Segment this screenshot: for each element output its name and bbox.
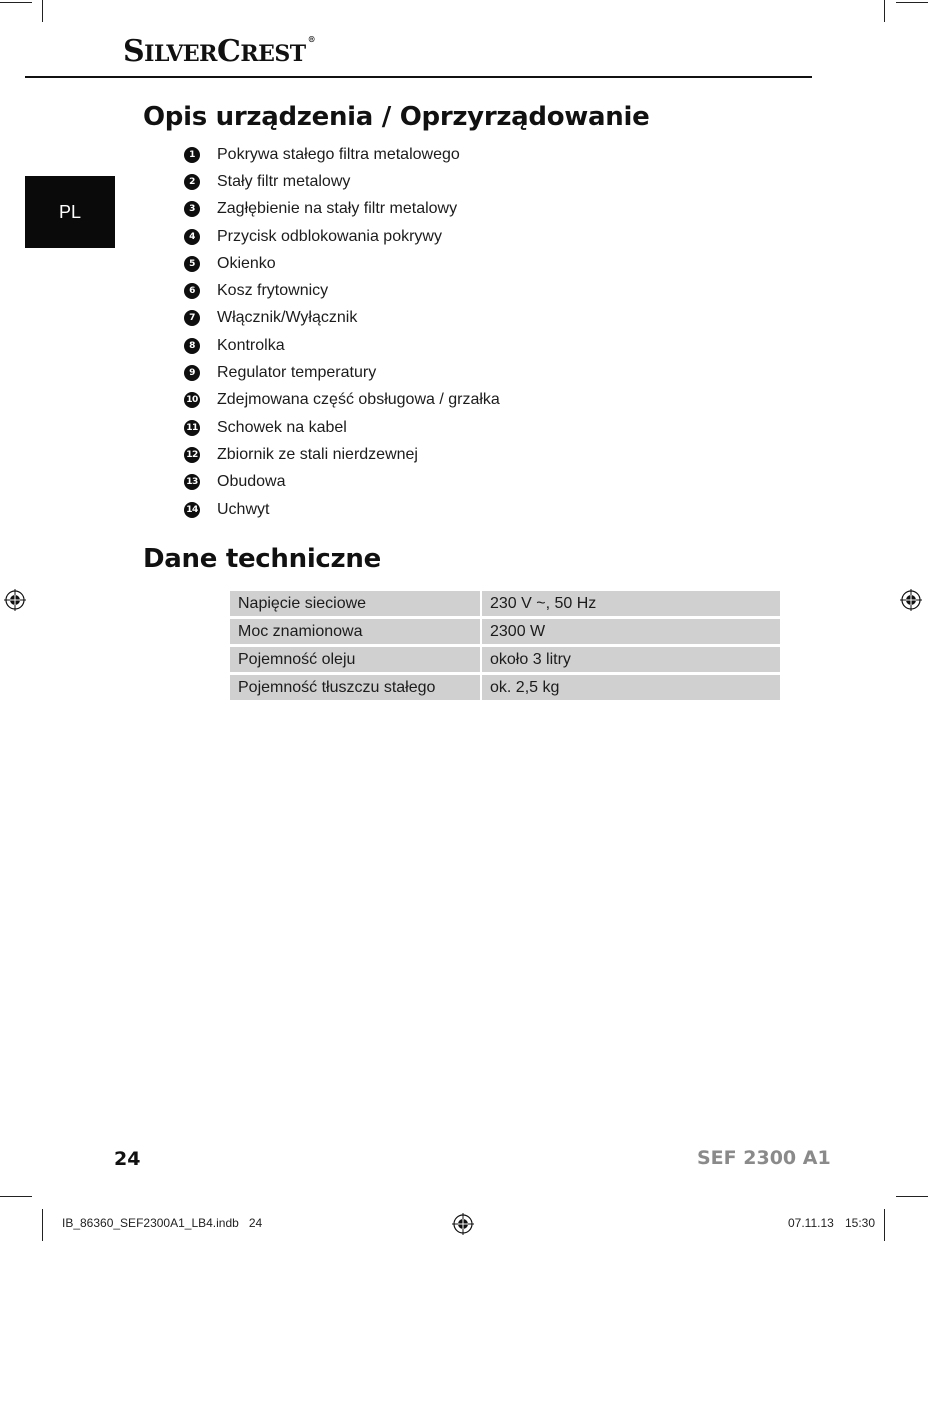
item-number-badge: 14 [184, 502, 200, 518]
spec-name: Moc znamionowa [230, 619, 480, 644]
item-label: Przycisk odblokowania pokrywy [217, 227, 442, 245]
list-item [184, 223, 500, 250]
list-item [184, 141, 500, 168]
spec-value: 2300 W [482, 619, 780, 644]
item-number-badge: 4 [184, 229, 200, 245]
item-number-badge: 11 [184, 420, 200, 436]
item-number-badge: 9 [184, 365, 200, 381]
crop-mark [884, 0, 885, 22]
item-number-badge: 3 [184, 201, 200, 217]
spec-value: około 3 litry [482, 647, 780, 672]
list-item [184, 441, 500, 468]
list-item [184, 250, 500, 277]
crop-mark [884, 1209, 885, 1241]
crop-mark [0, 1196, 32, 1197]
header-rule [25, 76, 812, 78]
crop-mark [0, 2, 32, 3]
item-number-badge: 6 [184, 283, 200, 299]
registration-mark-icon [900, 589, 922, 611]
crop-mark [896, 1196, 928, 1197]
spec-value: 230 V ~, 50 Hz [482, 591, 780, 616]
item-number-badge: 2 [184, 174, 200, 190]
registration-mark-icon [4, 589, 26, 611]
list-item [184, 496, 500, 523]
item-label: Okienko [217, 254, 276, 272]
list-item [184, 277, 500, 304]
table-row [230, 591, 780, 616]
list-item [184, 359, 500, 386]
language-tab [25, 176, 115, 248]
item-number-badge: 7 [184, 310, 200, 326]
list-item [184, 414, 500, 441]
item-label: Obudowa [217, 473, 286, 491]
language-tab-label: PL [58, 201, 82, 222]
list-item [184, 387, 500, 414]
section-title-description: Opis urządzenia / Oprzyrządowanie [143, 102, 650, 132]
crop-mark [42, 1209, 43, 1241]
list-item [184, 196, 500, 223]
item-label: Zbiornik ze stali nierdzewnej [217, 445, 418, 463]
item-label: Regulator temperatury [217, 364, 377, 382]
item-label: Schowek na kabel [217, 418, 347, 436]
item-number-badge: 1 [184, 147, 200, 163]
page-number: 24 [114, 1148, 141, 1170]
item-number-badge: 8 [184, 338, 200, 354]
list-item [184, 305, 500, 332]
list-item [184, 469, 500, 496]
registration-mark-icon [452, 1213, 474, 1235]
spec-value: ok. 2,5 kg [482, 675, 780, 700]
brand-logo: SILVERCREST® [123, 34, 316, 69]
item-number-badge: 13 [184, 474, 200, 490]
item-number-badge: 10 [184, 392, 200, 408]
table-row [230, 675, 780, 700]
crop-mark [896, 2, 928, 3]
slug-date: 07.11.13 [788, 1216, 834, 1230]
item-label: Stały filtr metalowy [217, 172, 351, 190]
section-title-technical-data: Dane techniczne [143, 544, 381, 574]
slug-time: 15:30 [845, 1216, 876, 1230]
item-number-badge: 5 [184, 256, 200, 272]
item-label: Kontrolka [217, 336, 285, 354]
item-label: Kosz frytownicy [217, 282, 329, 300]
list-item [184, 168, 500, 195]
model-number: SEF 2300 A1 [697, 1147, 831, 1169]
parts-list [184, 141, 500, 523]
technical-data-table [228, 588, 782, 703]
item-label: Zdejmowana część obsługowa / grzałka [217, 391, 500, 409]
spec-name: Pojemność oleju [230, 647, 480, 672]
item-label: Włącznik/Wyłącznik [217, 309, 358, 327]
list-item [184, 332, 500, 359]
item-label: Pokrywa stałego filtra metalowego [217, 145, 460, 163]
item-number-badge: 12 [184, 447, 200, 463]
table-row [230, 619, 780, 644]
table-row [230, 647, 780, 672]
slug-filename: IB_86360_SEF2300A1_LB4.indb 24 [62, 1216, 263, 1230]
crop-mark [42, 0, 43, 22]
item-label: Uchwyt [217, 500, 270, 518]
spec-name: Pojemność tłuszczu stałego [230, 675, 480, 700]
item-label: Zagłębienie na stały filtr metalowy [217, 200, 458, 218]
spec-name: Napięcie sieciowe [230, 591, 480, 616]
